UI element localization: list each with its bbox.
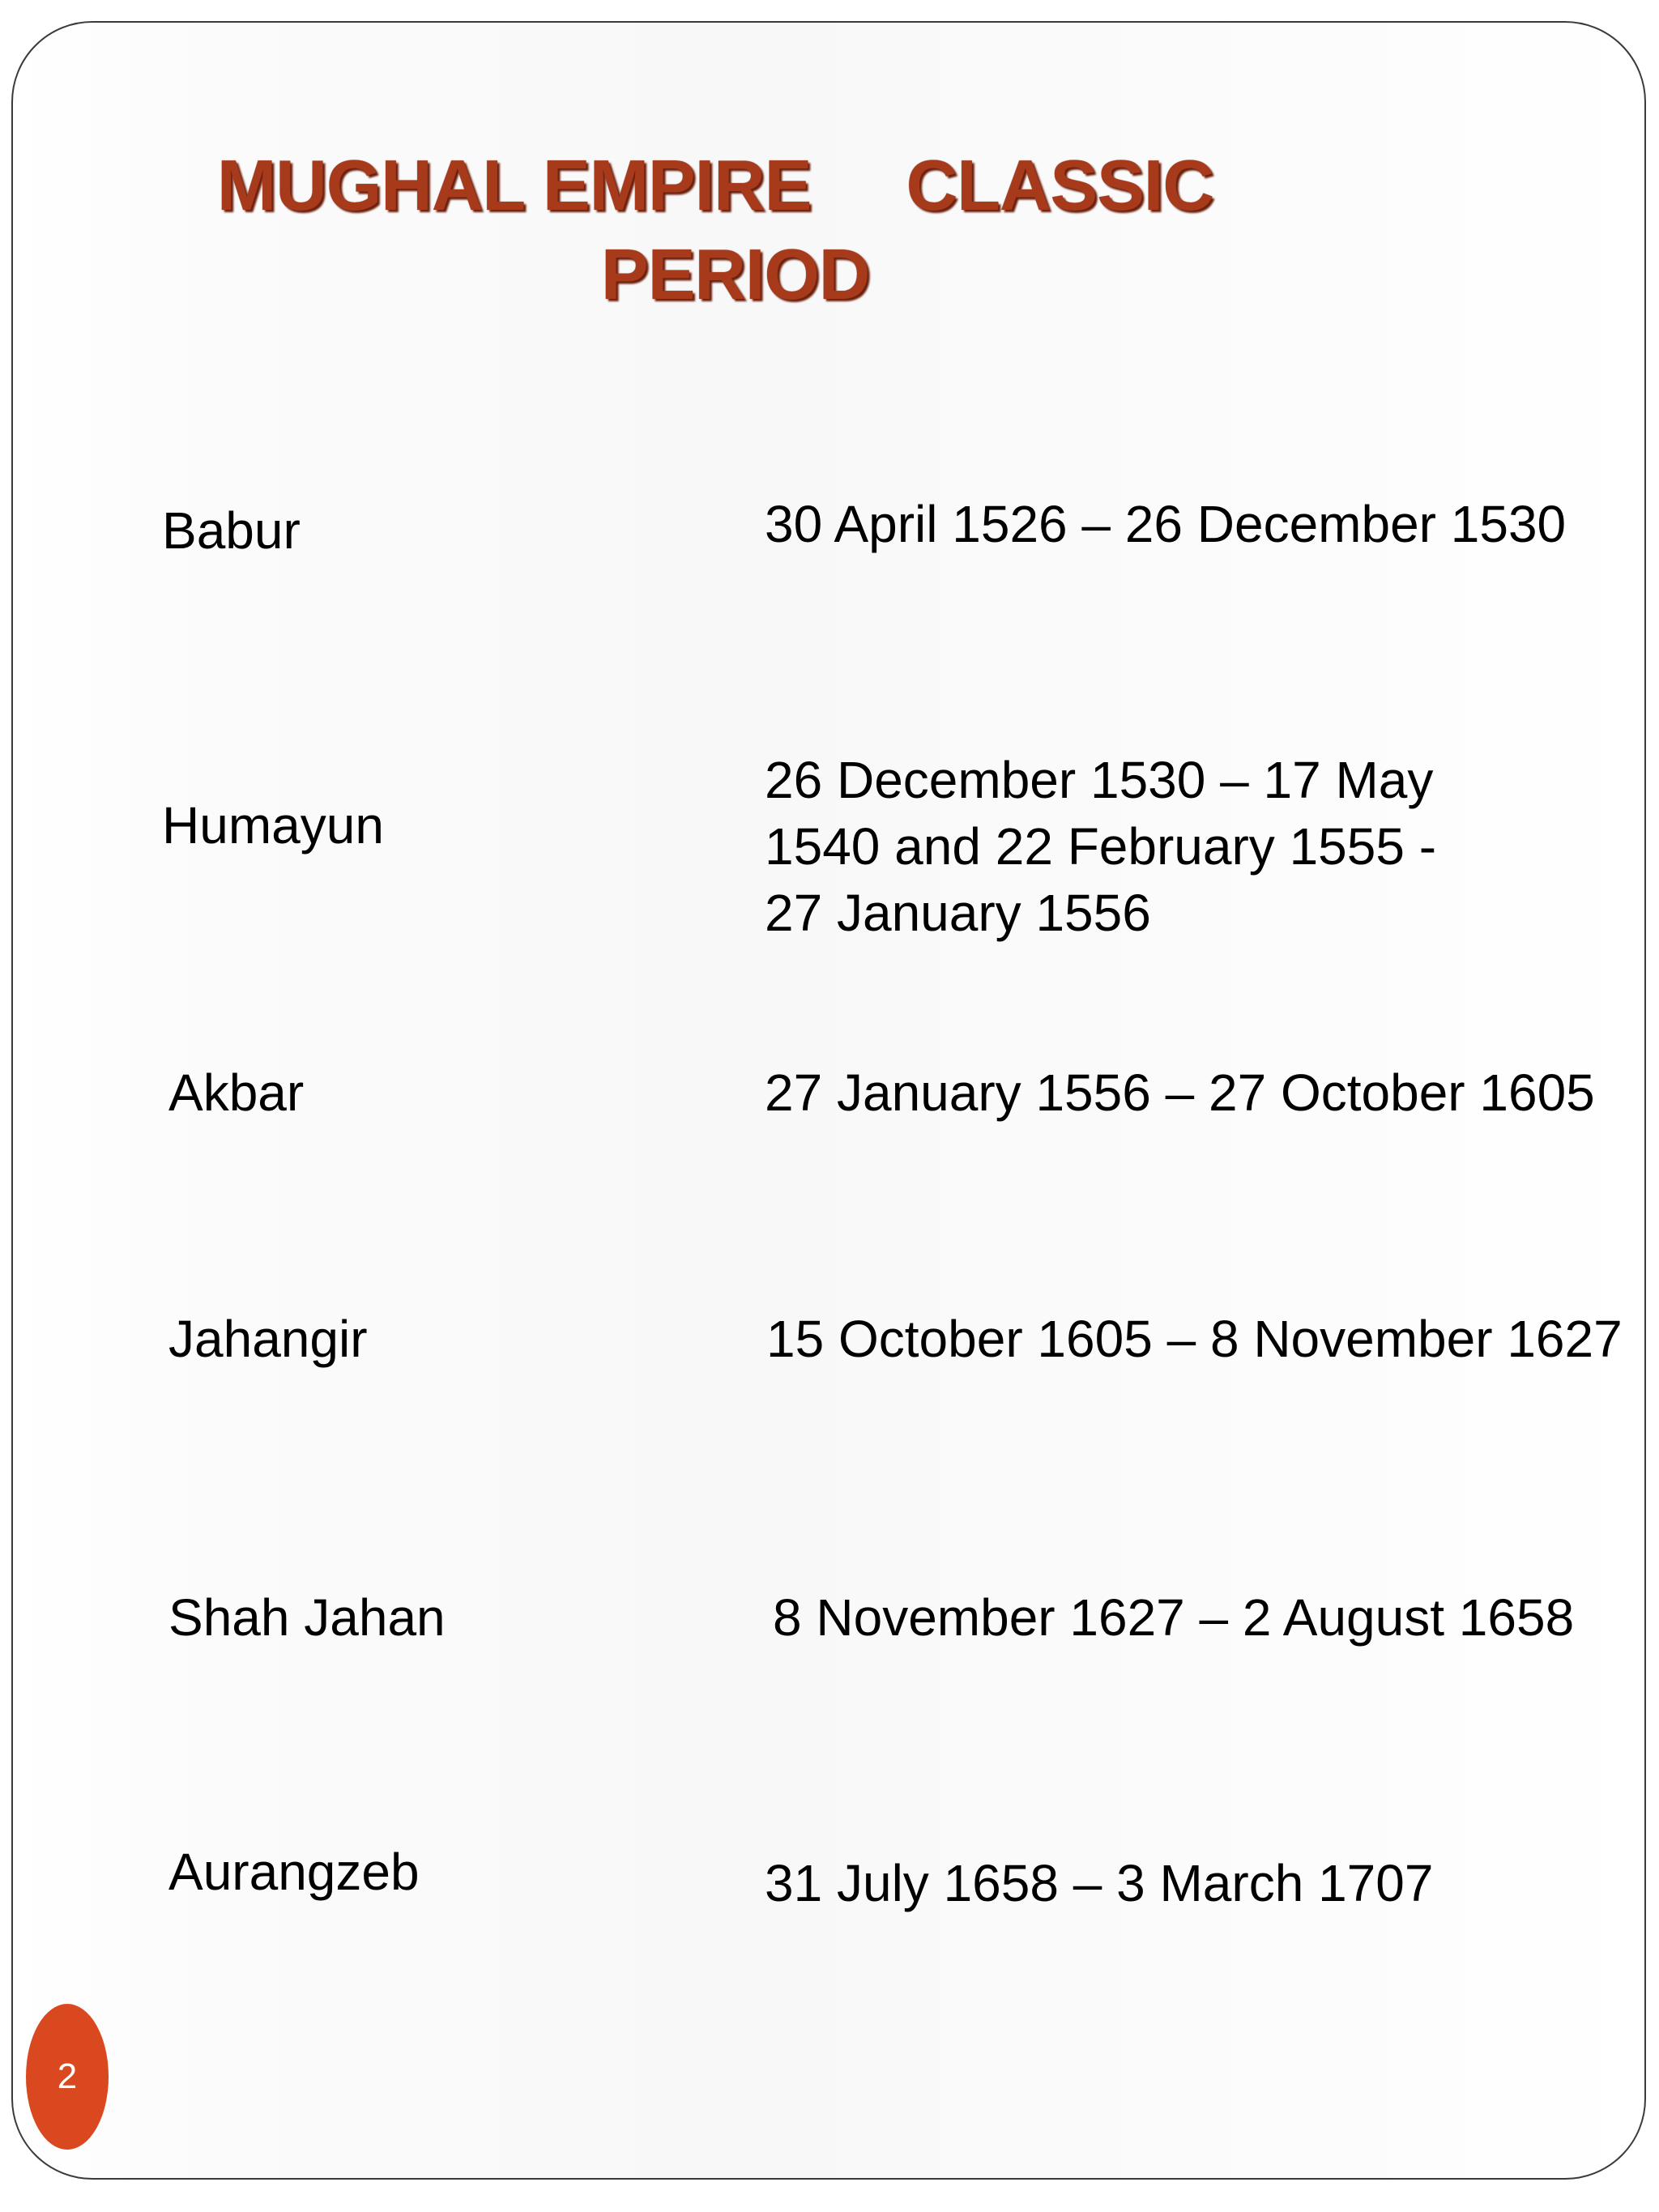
ruler-dates-akbar: 27 January 1556 – 27 October 1605 (765, 1063, 1595, 1122)
ruler-name-jahangir: Jahangir (168, 1310, 368, 1368)
ruler-name-babur: Babur (162, 501, 301, 560)
ruler-dates-babur: 30 April 1526 – 26 December 1530 (765, 495, 1567, 553)
ruler-name-aurangzeb: Aurangzeb (168, 1843, 420, 1901)
page-number-badge: 2 (26, 2004, 109, 2150)
ruler-dates-shah-jahan: 8 November 1627 – 2 August 1658 (773, 1588, 1575, 1647)
ruler-name-humayun: Humayun (162, 796, 384, 855)
ruler-dates-jahangir: 15 October 1605 – 8 November 1627 (766, 1310, 1623, 1368)
ruler-dates-aurangzeb: 31 July 1658 – 3 March 1707 (765, 1854, 1434, 1912)
ruler-name-shah-jahan: Shah Jahan (168, 1588, 446, 1647)
ruler-dates-humayun: 26 December 1530 – 17 May 1540 and 22 February 1555 - 27 January 1556 (765, 751, 1437, 942)
ruler-name-akbar: Akbar (168, 1063, 305, 1122)
slide-title-line-2: PERIOD (601, 234, 870, 314)
slide-title-line-1: MUGHAL EMPIRE CLASSIC (217, 145, 1213, 225)
